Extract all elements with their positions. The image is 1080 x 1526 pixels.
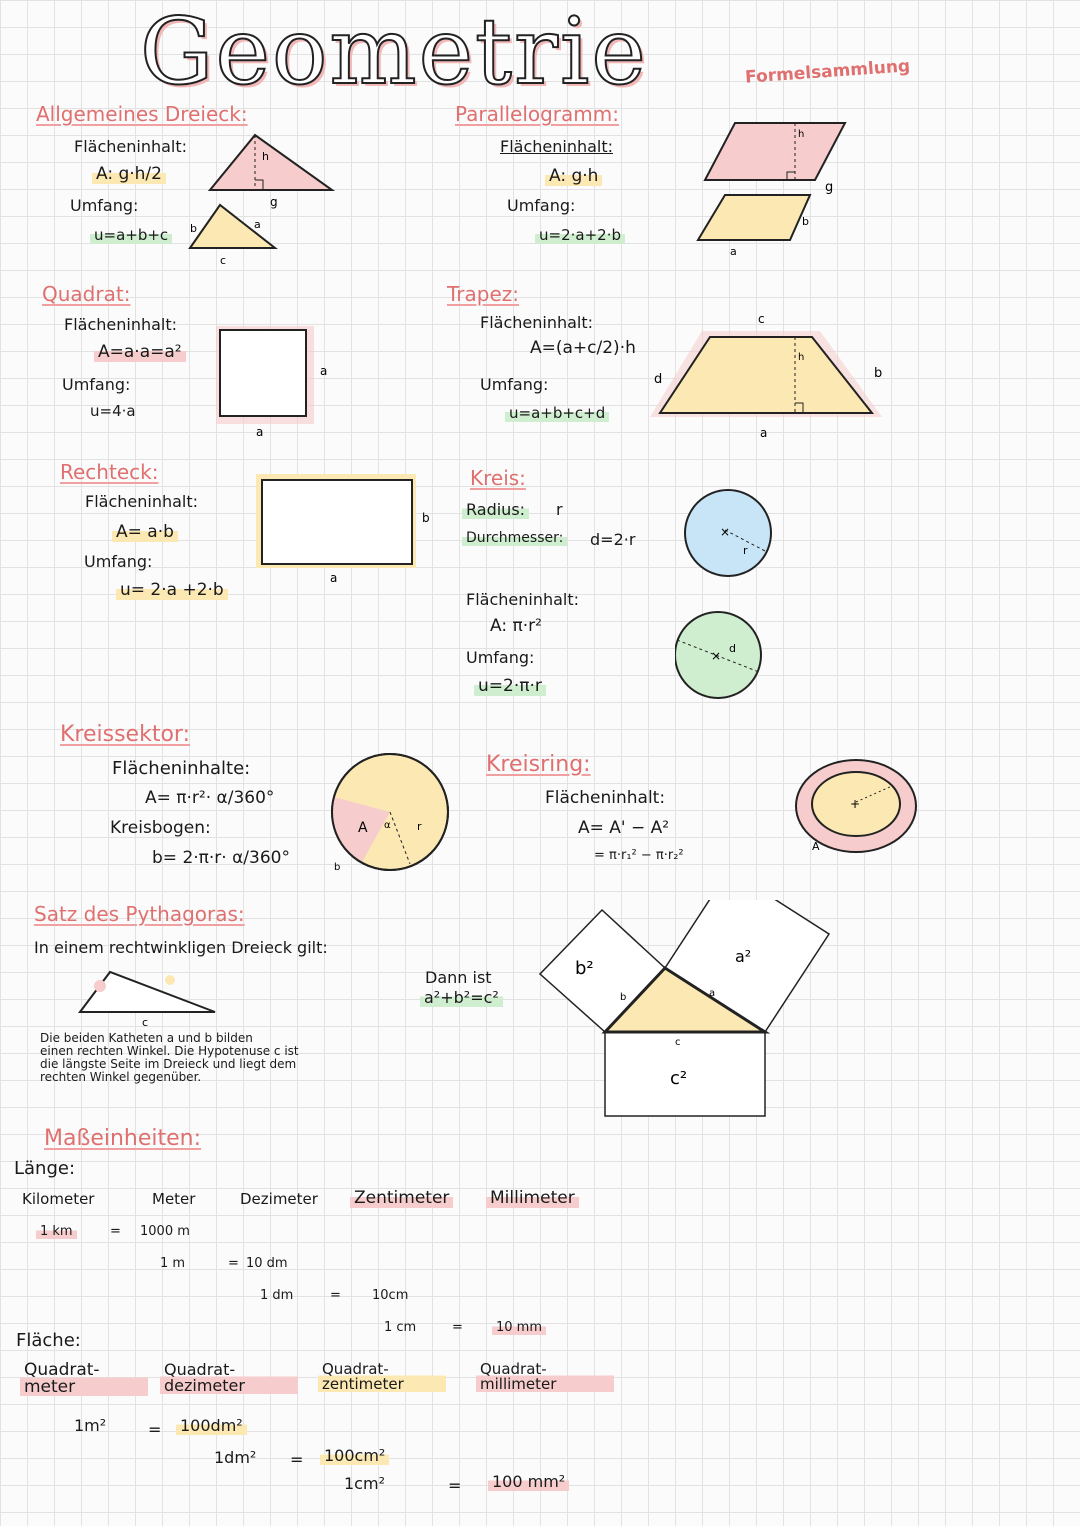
circle-area-formula: A: π·r² bbox=[490, 616, 542, 636]
circle-center-mark-2: × bbox=[711, 649, 722, 663]
square-area-formula: A=a·a=a² bbox=[94, 342, 186, 362]
triangle-c-label: c bbox=[220, 254, 227, 267]
parallelogram-perimeter-label: Umfang: bbox=[507, 196, 576, 215]
small-triangle-angle-a-mark bbox=[165, 975, 175, 985]
pythagoras-note-line-2: einen rechten Winkel. Die Hypotenuse c ist bbox=[40, 1044, 299, 1058]
small-triangle-shape bbox=[80, 972, 215, 1012]
rectangle-diagram bbox=[250, 470, 440, 590]
area-row2-left: 1dm² bbox=[214, 1448, 257, 1467]
square-diagram bbox=[210, 320, 340, 440]
unit-quadratmeter: Quadrat-meter bbox=[20, 1362, 148, 1396]
rectangle-perimeter-label: Umfang: bbox=[84, 552, 153, 571]
circle-d-label: d bbox=[729, 642, 736, 655]
circle-perimeter-label: Umfang: bbox=[466, 648, 535, 667]
parallelogram-heading: Parallelogramm: bbox=[455, 102, 619, 126]
trapezoid-h-label: h bbox=[798, 352, 805, 363]
pythagoras-note-line-4: rechten Winkel gegenüber. bbox=[40, 1070, 202, 1084]
square-perimeter-label: Umfang: bbox=[62, 375, 131, 394]
circle-radius-symbol: r bbox=[556, 500, 563, 519]
triangle-shape-perimeter bbox=[190, 205, 275, 248]
circle-heading: Kreis: bbox=[470, 466, 526, 490]
length-row3-right: 10cm bbox=[372, 1288, 409, 1303]
pythagoras-heading: Satz des Pythagoras: bbox=[34, 902, 245, 926]
pythagoras-c2-label: c² bbox=[670, 1068, 688, 1089]
square-perimeter-formula: u=4·a bbox=[90, 402, 136, 420]
triangle-heading: Allgemeines Dreieck: bbox=[36, 102, 248, 126]
length-row1-right: 1000 m bbox=[140, 1224, 190, 1239]
length-label: Länge: bbox=[14, 1158, 76, 1179]
sector-arc-label: Kreisbogen: bbox=[110, 818, 211, 838]
parallelogram-diagram bbox=[690, 115, 860, 260]
length-row2-left: 1 m bbox=[160, 1256, 186, 1271]
pythagoras-b2-label: b² bbox=[575, 958, 594, 979]
trapezoid-d-label: d bbox=[654, 372, 663, 387]
trapezoid-b-label: b bbox=[874, 366, 883, 381]
sector-alpha-label: α bbox=[384, 820, 391, 831]
triangle-a-label: a bbox=[254, 218, 261, 231]
page-subtitle: Formelsammlung bbox=[744, 56, 911, 88]
area-row1-right: 100dm² bbox=[176, 1416, 247, 1435]
area-row2-eq: = bbox=[290, 1450, 304, 1469]
circle-radius-label: Radius: bbox=[462, 500, 529, 519]
pythagoras-c-label: c bbox=[675, 1037, 681, 1048]
unit-dezimeter: Dezimeter bbox=[240, 1190, 318, 1208]
circle-center-mark: × bbox=[720, 525, 731, 539]
pythagoras-formula: a²+b²=c² bbox=[420, 988, 503, 1007]
rectangle-perimeter-formula: u= 2·a +2·b bbox=[116, 580, 228, 600]
square-area-label: Flächeninhalt: bbox=[64, 315, 178, 334]
trapezoid-area-formula: A=(a+c/2)·h bbox=[530, 338, 636, 358]
square-heading: Quadrat: bbox=[42, 282, 131, 306]
pythagoras-note bbox=[40, 1032, 380, 1084]
ring-diagram bbox=[792, 758, 922, 868]
unit-quadratzentimeter: Quadrat-zentimeter bbox=[318, 1362, 446, 1392]
units-heading: Maßeinheiten: bbox=[44, 1126, 202, 1151]
triangle-h-label: h bbox=[262, 150, 269, 163]
length-row2-eq: = bbox=[228, 1256, 239, 1271]
triangle-b-label: b bbox=[190, 222, 197, 235]
unit-kilometer: Kilometer bbox=[22, 1190, 95, 1208]
pythagoras-note-line-3: die längste Seite im Dreieck und liegt dem bbox=[40, 1057, 297, 1071]
parallelogram-area-formula: A: g·h bbox=[545, 166, 602, 186]
pythagoras-a-label: a bbox=[709, 988, 716, 999]
sector-area-formula: A= π·r²· α/360° bbox=[145, 788, 275, 808]
area-row3-right: 100 mm² bbox=[488, 1472, 569, 1491]
parallelogram-area-label: Flächeninhalt: bbox=[500, 137, 614, 156]
pythagoras-b-label: b bbox=[620, 992, 627, 1003]
small-triangle-c-label: c bbox=[142, 1016, 149, 1029]
trapezoid-diagram bbox=[640, 305, 900, 445]
square-shape bbox=[220, 330, 306, 416]
ring-area-formula-2: = π·r₁² − π·r₂² bbox=[594, 848, 684, 863]
ring-area-formula: A= A' − A² bbox=[578, 818, 670, 838]
rectangle-a-label: a bbox=[330, 571, 338, 585]
pythagoras-diagram bbox=[525, 900, 885, 1125]
sector-r-label: r bbox=[417, 820, 422, 833]
parallelogram-a-label: a bbox=[730, 245, 737, 258]
small-triangle-angle-b-mark bbox=[94, 980, 106, 992]
parallelogram-g-label: g bbox=[825, 180, 834, 195]
ring-A-label: A bbox=[812, 840, 820, 853]
unit-meter: Meter bbox=[152, 1190, 196, 1208]
trapezoid-a-label: a bbox=[760, 426, 768, 440]
pythagoras-a2-label: a² bbox=[735, 947, 752, 966]
circle-area-label: Flächeninhalt: bbox=[466, 590, 580, 609]
square-side-label-right: a bbox=[320, 364, 328, 378]
circle-r-label: r bbox=[743, 544, 748, 557]
unit-quadratdezimeter: Quadrat-dezimeter bbox=[160, 1362, 298, 1394]
parallelogram-b-label: b bbox=[802, 215, 809, 228]
length-row4-right: 10 mm bbox=[492, 1320, 546, 1335]
ring-center-mark: + bbox=[850, 797, 861, 811]
sector-diagram bbox=[322, 752, 462, 877]
circle-diameter-label: Durchmesser: bbox=[462, 530, 567, 546]
trapezoid-perimeter-label: Umfang: bbox=[480, 375, 549, 394]
triangle-diagram bbox=[180, 130, 340, 270]
pythagoras-small-triangle bbox=[70, 960, 240, 1030]
triangle-perimeter-label: Umfang: bbox=[70, 196, 139, 215]
trapezoid-area-label: Flächeninhalt: bbox=[480, 313, 594, 332]
square-side-label-bottom: a bbox=[256, 425, 264, 439]
circle-perimeter-formula: u=2·π·r bbox=[474, 676, 546, 696]
triangle-perimeter-formula: u=a+b+c bbox=[90, 226, 172, 244]
area-label: Fläche: bbox=[16, 1330, 81, 1351]
unit-millimeter: Millimeter bbox=[486, 1188, 579, 1208]
pythagoras-then-label: Dann ist bbox=[425, 968, 492, 987]
rectangle-b-label: b bbox=[422, 511, 430, 525]
length-row1-left: 1 km bbox=[36, 1224, 77, 1239]
rectangle-shape bbox=[262, 480, 412, 564]
area-row2-right: 100cm² bbox=[320, 1446, 389, 1465]
area-row3-left: 1cm² bbox=[344, 1474, 385, 1493]
circle-diagram bbox=[675, 480, 785, 710]
length-row4-eq: = bbox=[452, 1320, 463, 1335]
length-row3-left: 1 dm bbox=[260, 1288, 294, 1303]
parallelogram-perimeter-formula: u=2·a+2·b bbox=[535, 226, 625, 244]
rectangle-area-formula: A= a·b bbox=[112, 522, 178, 542]
length-row4-left: 1 cm bbox=[384, 1320, 417, 1335]
length-row1-eq: = bbox=[110, 1224, 121, 1239]
rectangle-heading: Rechteck: bbox=[60, 460, 159, 484]
ring-area-label: Flächeninhalt: bbox=[545, 788, 666, 808]
triangle-area-formula: A: g·h/2 bbox=[92, 164, 166, 184]
triangle-area-label: Flächeninhalt: bbox=[74, 137, 188, 156]
circle-diameter-formula: d=2·r bbox=[590, 530, 636, 549]
area-row1-eq: = bbox=[148, 1420, 162, 1439]
trapezoid-perimeter-formula: u=a+b+c+d bbox=[505, 404, 609, 422]
triangle-shape-area bbox=[210, 135, 332, 190]
sector-A-label: A bbox=[358, 820, 368, 836]
parallelogram-shape-perimeter bbox=[698, 195, 810, 240]
sector-area-label: Flächeninhalte: bbox=[112, 758, 251, 779]
sector-heading: Kreissektor: bbox=[60, 722, 190, 747]
length-row2-right: 10 dm bbox=[246, 1256, 288, 1271]
parallelogram-h-label: h bbox=[798, 129, 805, 140]
unit-quadratmillimeter: Quadrat-millimeter bbox=[476, 1362, 614, 1392]
parallelogram-shape-area bbox=[705, 123, 845, 180]
page-title: Geometrie bbox=[140, 0, 648, 105]
area-row3-eq: = bbox=[448, 1476, 462, 1495]
pythagoras-note-line-1: Die beiden Katheten a und b bilden bbox=[40, 1031, 253, 1045]
unit-zentimeter: Zentimeter bbox=[350, 1188, 453, 1208]
trapezoid-c-label: c bbox=[758, 312, 765, 326]
ring-heading: Kreisring: bbox=[486, 752, 591, 777]
trapezoid-heading: Trapez: bbox=[447, 282, 519, 306]
area-row1-left: 1m² bbox=[74, 1416, 107, 1435]
length-row3-eq: = bbox=[330, 1288, 341, 1303]
sector-b-label: b bbox=[334, 862, 341, 873]
sector-arc-formula: b= 2·π·r· α/360° bbox=[152, 848, 290, 868]
triangle-g-label: g bbox=[270, 195, 278, 209]
pythagoras-intro: In einem rechtwinkligen Dreieck gilt: bbox=[34, 938, 328, 957]
rectangle-area-label: Flächeninhalt: bbox=[85, 492, 199, 511]
